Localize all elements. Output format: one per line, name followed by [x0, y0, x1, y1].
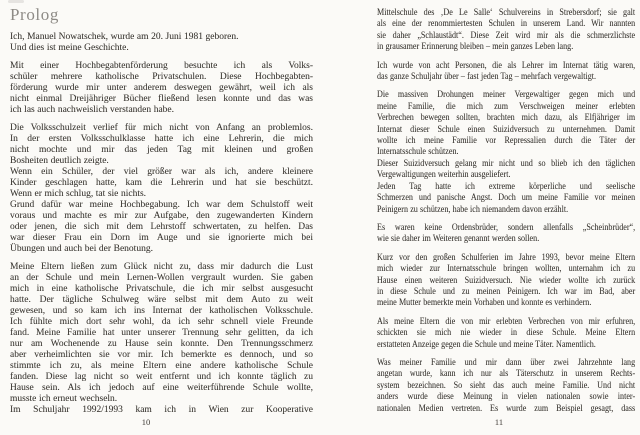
text-line: nationalen Medien vertreten. Es wurde zum Beispiel gesagt, dass [377, 403, 636, 414]
text-line: In der ersten Volksschulklasse hatte ich eine Lehrerin, die mich [10, 134, 313, 144]
text-line: nur am Wochenende zu Hause sein konnte. Den Trennungsschmerz [10, 339, 313, 349]
text-line: Bosheiten deutlich zeigte. [10, 156, 109, 166]
paragraph [10, 262, 313, 405]
text-line: das ganze Schuljahr über – fast jeden Tag – mehrfach vergewaltigt. [377, 72, 597, 83]
text-line: an der Schule und mein Lernen-Wollen vergrault wurden. Sie gaben [10, 273, 313, 283]
text-line: Was meiner Familie und mir dann über zwei Jahrzehnte lang [377, 357, 636, 368]
text-line: voraus und machte es mir zur Aufgabe, den zugewanderten Kindern [10, 211, 313, 221]
paragraph [10, 32, 313, 43]
page-left-body [10, 32, 313, 416]
text-line: Vergewaltigungen weiterhin ausgeliefert. [377, 170, 511, 181]
text-line: Ich, Manuel Nowatschek, wurde am 20. Juni 1981 geboren. [10, 32, 239, 42]
text-line: Grund dafür war meine Hochbegabung. Ich war dem Schulstoff weit [10, 200, 313, 210]
text-line: system bezeichnen. So sieht das auch meine Familie. Und nicht [377, 380, 636, 391]
text-line: gewesen, und so kam ich ins Internat der katholischen Volksschule. [10, 306, 313, 316]
page-right [377, 8, 635, 415]
page-number-right: 11 [494, 417, 504, 427]
text-line: aber verheimlichten sie vor mir. Ich bemerkte es dennoch, und so [10, 350, 313, 360]
text-line: Als meine Eltern die von mir erlebten Verbrechen von mir erfuhren, [377, 316, 636, 327]
chapter-heading: Prolog [10, 5, 59, 24]
text-line: Mit einer Hochbegabtenförderung besuchte ich als Volks- [10, 61, 313, 71]
text-line: erstatteten Anzeige gegen die Schule und meine Täter. Namentlich. [377, 339, 596, 350]
text-line: Wenn er mich schlug, tat sie nichts. [10, 189, 147, 199]
scan-artifact [8, 0, 24, 3]
text-line: Hause einen weiteren Suizidversuch. Nie wieder wollte ich zurück [377, 275, 636, 286]
paragraph [377, 182, 635, 216]
text-line: wie sie daher im Weiteren genannt werden sollen. [377, 234, 540, 245]
text-line: fand. Meine Familie hat unter unserer Trennung sehr gelitten, da ich [10, 328, 313, 338]
text-line: förderung wurde mir unter anderem deswegen gewährt, weil ich als [10, 83, 313, 93]
text-line: Hause sein. Als ich jedoch auf eine weiterführende Schule wollte, [10, 383, 313, 393]
text-line: Mittelschule des ‚De Le Salle‘ Schulvereins in Strebersdorf; sie galt [377, 8, 636, 18]
paragraph [377, 317, 635, 351]
page-number-left: 10 [141, 417, 151, 427]
text-line: Peinigern zu schützen, habe ich niemandem davon erzählt. [377, 204, 569, 215]
page-right-body [377, 8, 635, 415]
text-line: Schmerzen und panische Angst. Doch um meine Familie vor meinen [377, 193, 636, 204]
paragraph [10, 43, 313, 54]
text-line: Internatsschule schützen. [377, 147, 459, 158]
text-line: mich wieder zur Internatsschule bringen wollten, unternahm ich zu [377, 264, 636, 275]
text-line: Meine Eltern ließen zum Glück nicht zu, dass mir dadurch die Lust [10, 262, 313, 272]
text-line: angetan wurde, kann ich nur als Täterschutz in unserem Rechts- [377, 369, 636, 380]
text-line: Internat dieser Schule einen Suizidversuch zu unternehmen. Damit [377, 124, 636, 135]
text-line: meine Mutter bemerkte mein Vorhaben und konnte es verhindern. [377, 298, 592, 309]
text-line: in grausamer Erinnerung bleiben – mein ganzes Leben lang. [377, 42, 574, 53]
text-line: Die massiven Drohungen meiner Vergewaltiger gegen mich und [377, 90, 636, 101]
text-line: in diese Schule und zu meinen Peinigern. Ich war im Bad, aber [377, 286, 636, 297]
text-line: Dieser Suizidversuch gelang mir nicht und so blieb ich den täglichen [377, 158, 636, 169]
text-line: Jeden Tag hatte ich extreme körperliche und seelische [377, 181, 636, 192]
text-line: fanden. Diese lag nicht so weit entfernt und ich konnte täglich zu [10, 372, 313, 382]
text-line: schüler mehrere katholische Privatschulen. Diese Hochbegabten- [10, 72, 313, 82]
paragraph [377, 61, 635, 84]
text-line: hatte. Der tägliche Schulweg wäre selbst mit dem Auto zu weit [10, 295, 313, 305]
text-line: war dieser Frau ein Dorn im Auge und sie ignorierte mich bei [10, 233, 313, 243]
text-line: Im Schuljahr 1992/1993 kam ich in Wien zur Kooperative [10, 405, 313, 415]
text-line: ich las auch nachweislich verstanden habe. [10, 105, 175, 115]
paragraph [377, 8, 635, 54]
paragraph [377, 223, 635, 246]
paragraph [10, 123, 313, 167]
text-line: Es waren keine Ordensbrüder, sondern allenfalls „Scheinbrüder“, [377, 222, 636, 233]
paragraph [10, 405, 313, 416]
text-line: meine Familie, die mich zum Verschweigen meiner erlebten [377, 101, 636, 112]
text-line: wollte ich meine Familie vor Repressalien durch die Täter der [377, 136, 636, 147]
text-line: Kurz vor den großen Schulferien im Jahre 1993, bevor meine Eltern [377, 252, 636, 263]
text-line: Übungen und auch bei der Benotung. [10, 244, 153, 254]
paragraph [377, 358, 635, 415]
paragraph [377, 253, 635, 310]
paragraph [377, 159, 635, 182]
paragraph [10, 61, 313, 116]
text-line: mich in eine katholische Privatschule, die ich mir selbst ausgesucht [10, 284, 313, 294]
text-line: Ich fühlte mich dort sehr wohl, da ich sehr schnell viele Freunde [10, 317, 313, 327]
text-line: Wenn ein Schüler, der viel größer war als ich, andere kleinere [10, 167, 313, 177]
text-line: musste ich erneut wechseln. [10, 394, 118, 404]
text-line: Und dies ist meine Geschichte. [10, 43, 129, 53]
text-line: stimmte ich zu, als meine Eltern eine andere katholische Schule [10, 361, 313, 371]
text-line: als eine der renommiertesten Schulen in unserem Land. Wir nannten [377, 19, 636, 30]
text-line: sie daher „Schlaustädt“. Diese Zeit wird mir als die schmerzlichste [377, 30, 636, 41]
text-line: Kinder geschlagen hatte, kam die Lehrerin und hat sie beschützt. [10, 178, 313, 188]
text-line: Verbrechen bewegen sollten, brachten mich dazu, als Elfjähriger im [377, 113, 636, 124]
text-line: nicht mochte und mir das jeden Tag mit kleinen und großen [10, 145, 313, 155]
text-line: anders wurde diese Meinung in vielen nationalen sowie inter- [377, 392, 636, 403]
paragraph [10, 167, 313, 200]
text-line: Die Volksschulzeit verlief für mich nicht von Anfang an problemlos. [10, 123, 313, 133]
paragraph [10, 200, 313, 255]
paragraph [377, 90, 635, 158]
text-line: nicht einmal Dreijähriger Bücher fließend lesen konnte und das was [10, 94, 313, 104]
text-line: oder jenen, die sich mit dem Lehrstoff schwertaten, zu helfen. Das [10, 222, 313, 232]
text-line: schickten sie mich nie wieder in diese Schule. Meine Eltern [377, 328, 636, 339]
text-line: Ich wurde von acht Personen, die als Lehrer im Internat tätig waren, [377, 60, 636, 71]
page-left [10, 5, 313, 416]
